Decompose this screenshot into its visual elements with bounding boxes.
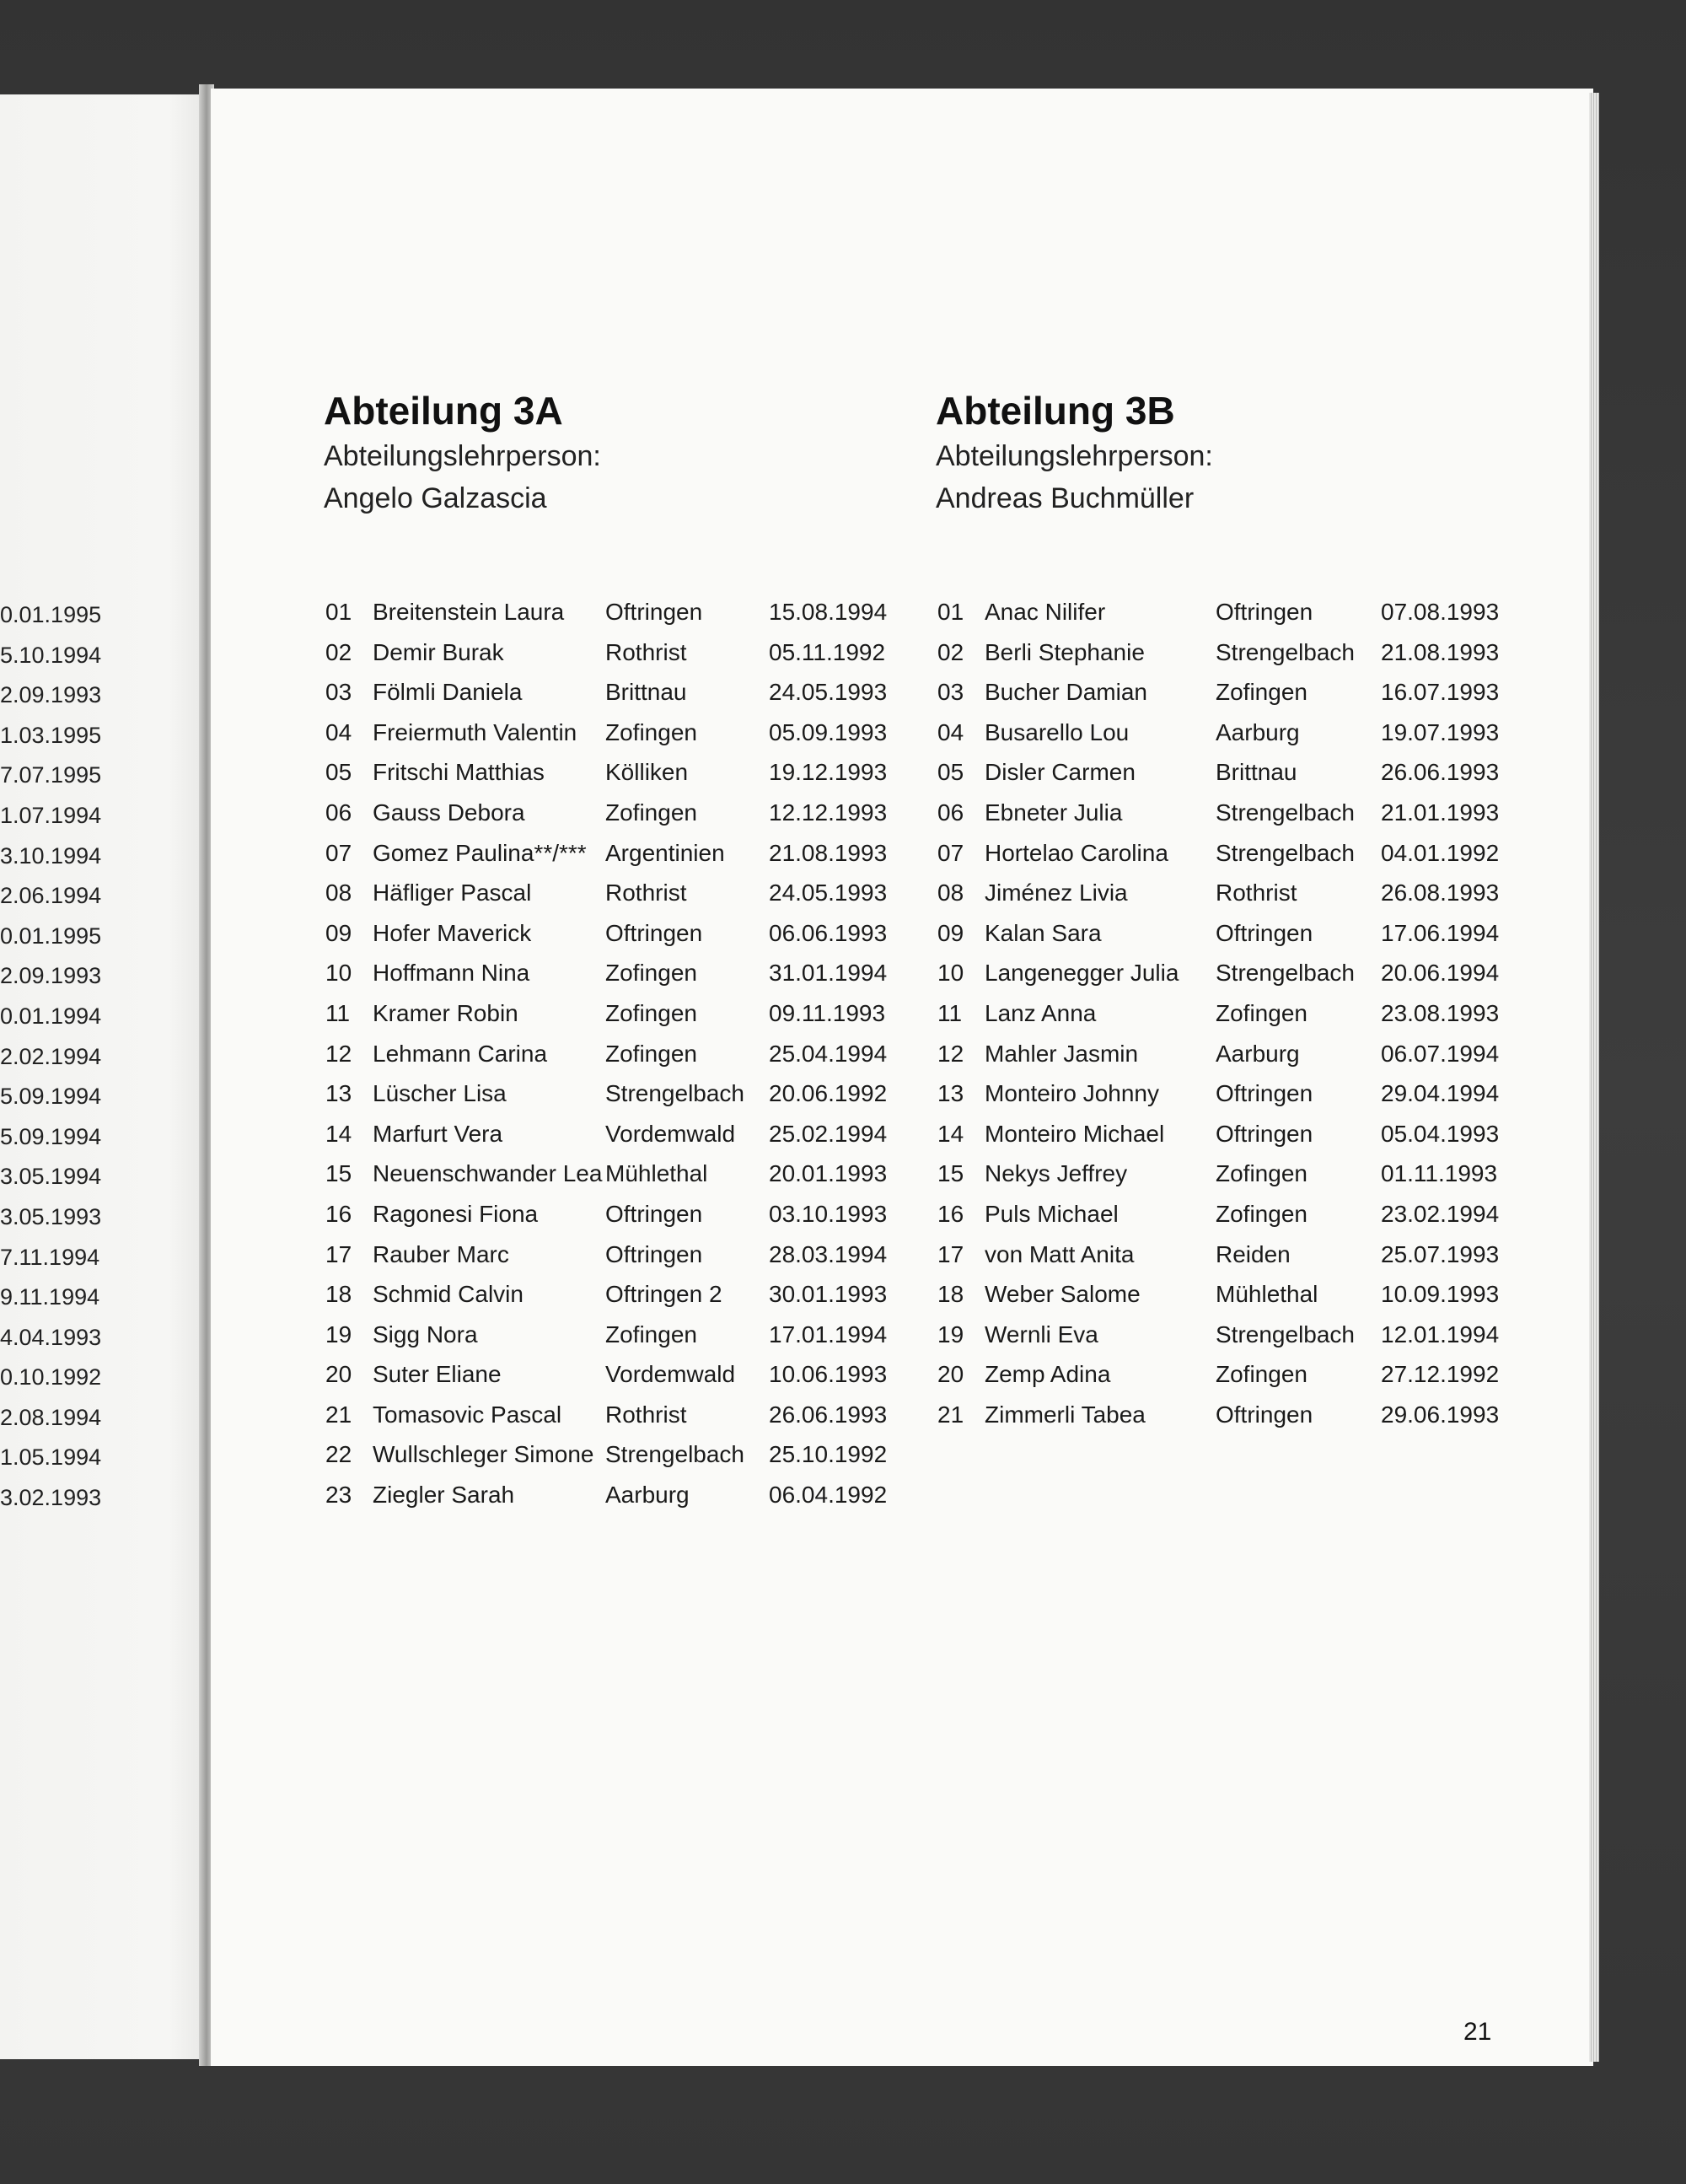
student-town: Zofingen <box>605 799 697 826</box>
left-page-date: 3.10.1994 <box>0 842 102 869</box>
student-town: Zofingen <box>605 718 697 745</box>
student-birthdate: 25.10.1992 <box>769 1441 888 1468</box>
student-birthdate: 20.01.1993 <box>769 1160 888 1187</box>
left-page-date: 9.11.1994 <box>0 1284 100 1310</box>
left-page <box>0 94 211 2059</box>
student-name: Gauss Debora <box>373 799 525 826</box>
student-number: 06 <box>325 799 352 826</box>
student-name: Lüscher Lisa <box>373 1080 507 1107</box>
student-birthdate: 27.12.1992 <box>1381 1361 1500 1388</box>
student-birthdate: 20.06.1992 <box>769 1080 888 1107</box>
student-town: Reiden <box>1216 1240 1291 1267</box>
student-birthdate: 31.01.1994 <box>769 960 888 987</box>
student-name: Monteiro Michael <box>985 1120 1165 1147</box>
student-name: Anac Nilifer <box>985 599 1106 625</box>
student-birthdate: 28.03.1994 <box>769 1240 888 1267</box>
student-name: Fölmli Daniela <box>373 679 523 706</box>
left-page-dates <box>0 602 101 1525</box>
student-birthdate: 24.05.1993 <box>769 679 888 706</box>
section-header-3a <box>324 386 601 519</box>
left-page-date: 2.02.1994 <box>0 1043 102 1069</box>
student-name: Berli Stephanie <box>985 638 1145 665</box>
student-name: Zemp Adina <box>985 1361 1111 1388</box>
student-name: Tomasovic Pascal <box>373 1401 562 1428</box>
student-name: Jiménez Livia <box>985 880 1128 906</box>
student-name: Hofer Maverick <box>373 919 532 946</box>
left-page-date: 2.08.1994 <box>0 1404 102 1430</box>
student-name: Langenegger Julia <box>985 960 1179 987</box>
student-name: Suter Eliane <box>373 1361 502 1388</box>
section-header-3b <box>936 386 1213 519</box>
student-number: 17 <box>937 1240 964 1267</box>
student-name: Breitenstein Laura <box>373 599 565 625</box>
student-town: Zofingen <box>605 999 697 1026</box>
student-number: 22 <box>325 1441 352 1468</box>
student-birthdate: 26.06.1993 <box>1381 759 1500 786</box>
student-town: Strengelbach <box>605 1080 745 1107</box>
student-number: 21 <box>937 1401 964 1428</box>
left-page-date: 0.01.1994 <box>0 1003 102 1029</box>
student-number: 12 <box>325 1040 352 1067</box>
student-number: 23 <box>325 1482 352 1509</box>
student-name: Gomez Paulina**/*** <box>373 839 587 866</box>
student-birthdate: 25.07.1993 <box>1381 1240 1500 1267</box>
student-name: Nekys Jeffrey <box>985 1160 1128 1187</box>
student-name: Bucher Damian <box>985 679 1147 706</box>
student-town: Strengelbach <box>1216 1321 1356 1348</box>
student-town: Zofingen <box>1216 1200 1307 1227</box>
student-birthdate: 04.01.1992 <box>1381 839 1500 866</box>
student-number: 20 <box>937 1361 964 1388</box>
student-birthdate: 10.09.1993 <box>1381 1281 1500 1308</box>
student-number: 20 <box>325 1361 352 1388</box>
student-number: 21 <box>325 1401 352 1428</box>
student-number: 07 <box>325 839 352 866</box>
student-town: Oftringen 2 <box>605 1281 722 1308</box>
student-number: 09 <box>325 919 352 946</box>
student-number: 16 <box>937 1200 964 1227</box>
student-name: Disler Carmen <box>985 759 1136 786</box>
student-birthdate: 19.12.1993 <box>769 759 888 786</box>
student-name: Mahler Jasmin <box>985 1040 1139 1067</box>
student-number: 17 <box>325 1240 352 1267</box>
student-number: 11 <box>325 999 351 1026</box>
student-town: Zofingen <box>1216 1160 1307 1187</box>
left-page-date: 0.01.1995 <box>0 602 102 627</box>
student-number: 02 <box>325 638 352 665</box>
student-birthdate: 19.07.1993 <box>1381 718 1500 745</box>
student-birthdate: 21.08.1993 <box>1381 638 1500 665</box>
student-town: Aarburg <box>1216 718 1300 745</box>
student-number: 18 <box>937 1281 964 1308</box>
student-town: Zofingen <box>605 1321 697 1348</box>
student-name: Kramer Robin <box>373 999 518 1026</box>
student-birthdate: 20.06.1994 <box>1381 960 1500 987</box>
student-town: Rothrist <box>1216 880 1297 906</box>
student-number: 10 <box>325 960 352 987</box>
student-town: Zofingen <box>605 1040 697 1067</box>
student-town: Oftringen <box>605 1240 703 1267</box>
student-name: Hoffmann Nina <box>373 960 530 987</box>
student-name: Marfurt Vera <box>373 1120 503 1147</box>
student-town: Zofingen <box>1216 999 1307 1026</box>
student-birthdate: 01.11.1993 <box>1381 1160 1498 1187</box>
student-number: 14 <box>325 1120 352 1147</box>
left-page-date: 1.05.1994 <box>0 1444 102 1471</box>
student-town: Mühlethal <box>605 1160 708 1187</box>
student-town: Oftringen <box>605 919 703 946</box>
student-town: Strengelbach <box>1216 839 1356 866</box>
left-page-date: 2.09.1993 <box>0 963 102 989</box>
student-town: Strengelbach <box>1216 960 1356 987</box>
student-number: 15 <box>937 1160 964 1187</box>
teacher-name: Angelo Galzascia <box>324 482 547 514</box>
student-number: 07 <box>937 839 964 866</box>
student-name: Demir Burak <box>373 638 504 665</box>
student-name: Häfliger Pascal <box>373 880 532 906</box>
section-title: Abteilung 3B <box>936 389 1175 433</box>
student-number: 10 <box>937 960 964 987</box>
student-birthdate: 09.11.1993 <box>769 999 886 1026</box>
student-town: Oftringen <box>1216 599 1313 625</box>
left-page-date: 0.10.1992 <box>0 1364 102 1391</box>
left-page-date: 1.07.1994 <box>0 802 102 828</box>
student-town: Aarburg <box>1216 1040 1300 1067</box>
student-number: 03 <box>937 679 964 706</box>
student-birthdate: 05.09.1993 <box>769 718 888 745</box>
student-number: 04 <box>325 718 352 745</box>
student-birthdate: 06.06.1993 <box>769 919 888 946</box>
student-name: Lanz Anna <box>985 999 1097 1026</box>
student-number: 19 <box>937 1321 964 1348</box>
left-page-date: 1.03.1995 <box>0 722 102 748</box>
student-name: Neuenschwander Lea <box>373 1160 603 1187</box>
student-birthdate: 05.11.1992 <box>769 638 886 665</box>
student-birthdate: 23.08.1993 <box>1381 999 1500 1026</box>
student-birthdate: 24.05.1993 <box>769 880 888 906</box>
student-birthdate: 03.10.1993 <box>769 1200 888 1227</box>
student-name: Busarello Lou <box>985 718 1130 745</box>
student-birthdate: 07.08.1993 <box>1381 599 1500 625</box>
student-name: Kalan Sara <box>985 919 1102 946</box>
teacher-label: Abteilungslehrperson: <box>936 440 1213 472</box>
student-name: Hortelao Carolina <box>985 839 1168 866</box>
student-birthdate: 06.07.1994 <box>1381 1040 1500 1067</box>
student-number: 16 <box>325 1200 352 1227</box>
student-number: 08 <box>325 880 352 906</box>
student-number: 18 <box>325 1281 352 1308</box>
student-name: Weber Salome <box>985 1281 1141 1308</box>
student-town: Vordemwald <box>605 1361 736 1388</box>
student-town: Vordemwald <box>605 1120 736 1147</box>
student-number: 14 <box>937 1120 964 1147</box>
student-town: Argentinien <box>605 839 725 866</box>
student-number: 06 <box>937 799 964 826</box>
student-name: Ragonesi Fiona <box>373 1200 539 1227</box>
student-name: Freiermuth Valentin <box>373 718 577 745</box>
student-name: Schmid Calvin <box>373 1281 524 1308</box>
student-number: 11 <box>937 999 963 1026</box>
student-number: 12 <box>937 1040 964 1067</box>
student-birthdate: 17.01.1994 <box>769 1321 888 1348</box>
student-name: Sigg Nora <box>373 1321 478 1348</box>
student-birthdate: 17.06.1994 <box>1381 919 1500 946</box>
student-town: Oftringen <box>1216 919 1313 946</box>
student-number: 13 <box>937 1080 964 1107</box>
student-name: Ebneter Julia <box>985 799 1123 826</box>
student-town: Rothrist <box>605 638 687 665</box>
student-birthdate: 10.06.1993 <box>769 1361 888 1388</box>
student-birthdate: 30.01.1993 <box>769 1281 888 1308</box>
right-page <box>211 89 1593 2066</box>
student-birthdate: 29.04.1994 <box>1381 1080 1500 1107</box>
student-birthdate: 25.04.1994 <box>769 1040 888 1067</box>
student-town: Rothrist <box>605 880 687 906</box>
student-town: Oftringen <box>605 1200 703 1227</box>
left-page-date: 5.09.1994 <box>0 1084 102 1110</box>
teacher-label: Abteilungslehrperson: <box>324 440 601 472</box>
student-town: Oftringen <box>1216 1080 1313 1107</box>
student-name: von Matt Anita <box>985 1240 1135 1267</box>
student-town: Zofingen <box>1216 1361 1307 1388</box>
student-number: 19 <box>325 1321 352 1348</box>
student-town: Brittnau <box>1216 759 1297 786</box>
student-name: Rauber Marc <box>373 1240 509 1267</box>
student-town: Brittnau <box>605 679 687 706</box>
student-name: Zimmerli Tabea <box>985 1401 1146 1428</box>
student-number: 05 <box>325 759 352 786</box>
student-birthdate: 15.08.1994 <box>769 599 888 625</box>
student-name: Wernli Eva <box>985 1321 1098 1348</box>
student-number: 01 <box>937 599 964 625</box>
left-page-date: 3.02.1993 <box>0 1485 102 1511</box>
left-page-date: 5.10.1994 <box>0 642 102 668</box>
student-birthdate: 23.02.1994 <box>1381 1200 1500 1227</box>
student-town: Oftringen <box>1216 1120 1313 1147</box>
student-birthdate: 06.04.1992 <box>769 1482 888 1509</box>
student-town: Rothrist <box>605 1401 687 1428</box>
student-birthdate: 12.12.1993 <box>769 799 888 826</box>
student-number: 09 <box>937 919 964 946</box>
student-birthdate: 12.01.1994 <box>1381 1321 1500 1348</box>
student-town: Zofingen <box>605 960 697 987</box>
student-name: Puls Michael <box>985 1200 1119 1227</box>
student-town: Kölliken <box>605 759 689 786</box>
student-name: Monteiro Johnny <box>985 1080 1160 1107</box>
student-number: 15 <box>325 1160 352 1187</box>
student-number: 08 <box>937 880 964 906</box>
student-birthdate: 21.08.1993 <box>769 839 888 866</box>
student-number: 03 <box>325 679 352 706</box>
student-birthdate: 26.08.1993 <box>1381 880 1500 906</box>
student-town: Oftringen <box>1216 1401 1313 1428</box>
student-town: Strengelbach <box>1216 638 1356 665</box>
student-birthdate: 26.06.1993 <box>769 1401 888 1428</box>
student-name: Fritschi Matthias <box>373 759 545 786</box>
left-page-date: 0.01.1995 <box>0 923 102 949</box>
student-town: Strengelbach <box>605 1441 745 1468</box>
left-page-date: 3.05.1994 <box>0 1164 102 1190</box>
left-page-date: 3.05.1993 <box>0 1203 102 1229</box>
student-town: Strengelbach <box>1216 799 1356 826</box>
page-number: 21 <box>1463 2018 1492 2046</box>
student-name: Lehmann Carina <box>373 1040 548 1067</box>
student-town: Mühlethal <box>1216 1281 1318 1308</box>
student-town: Aarburg <box>605 1482 690 1509</box>
left-page-date: 5.09.1994 <box>0 1123 102 1149</box>
student-town: Zofingen <box>1216 679 1307 706</box>
student-birthdate: 29.06.1993 <box>1381 1401 1500 1428</box>
student-birthdate: 05.04.1993 <box>1381 1120 1500 1147</box>
student-town: Oftringen <box>605 599 703 625</box>
left-page-date: 2.06.1994 <box>0 883 102 909</box>
left-page-date: 7.07.1995 <box>0 762 102 788</box>
student-name: Wullschleger Simone <box>373 1441 594 1468</box>
student-number: 13 <box>325 1080 352 1107</box>
student-birthdate: 16.07.1993 <box>1381 679 1500 706</box>
student-number: 04 <box>937 718 964 745</box>
left-page-date: 7.11.1994 <box>0 1244 100 1270</box>
student-number: 01 <box>325 599 352 625</box>
student-name: Ziegler Sarah <box>373 1482 515 1509</box>
student-number: 05 <box>937 759 964 786</box>
student-birthdate: 21.01.1993 <box>1381 799 1500 826</box>
student-number: 02 <box>937 638 964 665</box>
left-page-date: 4.04.1993 <box>0 1324 102 1350</box>
teacher-name: Andreas Buchmüller <box>936 482 1195 514</box>
section-title: Abteilung 3A <box>324 389 563 433</box>
student-birthdate: 25.02.1994 <box>769 1120 888 1147</box>
page-edge <box>1589 93 1599 2062</box>
left-page-date: 2.09.1993 <box>0 682 102 708</box>
